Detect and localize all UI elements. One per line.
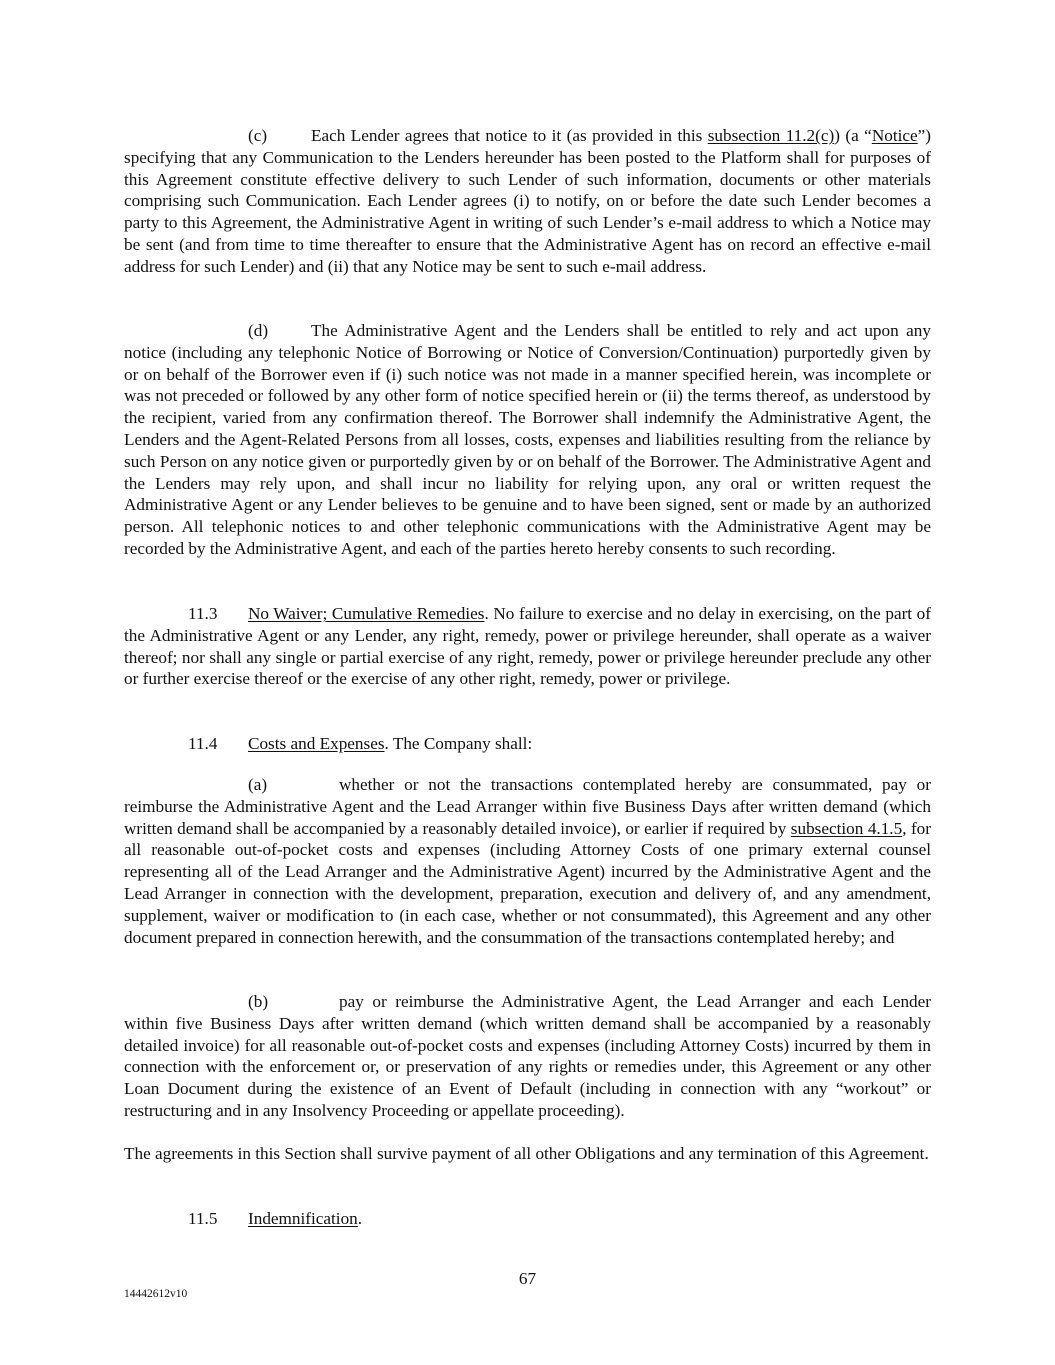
notice-defined-term: Notice [871, 126, 918, 145]
subsection-4-1-5-reference: subsection 4.1.5 [790, 818, 903, 838]
section-11-4 [124, 733, 931, 755]
subsection-11-2-c-reference: subsection 11.2(c) [707, 126, 835, 145]
section-11-5-number: 11.5 [188, 1209, 218, 1228]
paragraph-a-text-2: , for all reasonable out-of-pocket costs and expenses (including Attorney Costs of one primary external counsel representing all of the Lead Arranger and the Administrative Agent) incurred by the Administrative Agent and the Lead Arranger in connection with the development, preparation, execution and delivery of, and any amendment, supplement, waiver or modification to (in each case, whether or not consummated), this Agreement and any other document prepared in connection herewith, and the consummation of the transactions contemplated hereby; and [124, 818, 932, 947]
section-11-3 [124, 603, 931, 690]
section-11-3-number: 11.3 [188, 604, 218, 623]
section-11-4-number: 11.4 [188, 734, 218, 753]
paragraph-a-text-1: whether or not the transactions contemplated hereby are consummated, pay or reimburse the Administrative Agent and the Lead Arranger within five Business Days after written demand (which written demand shall be accompanied by a reasonably detailed invoice), or earlier if required by [124, 775, 931, 838]
paragraph-c [124, 125, 931, 278]
survival-paragraph [124, 1143, 931, 1165]
paragraph-b-label: (b) [248, 992, 269, 1011]
paragraph-c-text-3: ”) specifying that any Communication to the Lenders hereunder has been posted to the Platform shall for purposes of this Agreement constitute effective delivery to such Lender of such information, documents or other materials comprising such Communication. Each Lender agrees (i) to notify, on or before the date such Lender becomes a party to this Agreement, the Administrative Agent in writing of such Lender’s e-mail address to which a Notice may be sent (and from time to time thereafter to ensure that the Administrative Agent has on record an effective e-mail address for such Lender) and (ii) that any Notice may be sent to such e-mail address. [124, 126, 931, 276]
section-11-3-heading: No Waiver; Cumulative Remedies [248, 604, 485, 623]
section-11-5 [124, 1208, 931, 1230]
paragraph-c-label: (c) [248, 126, 268, 145]
paragraph-d [124, 320, 931, 560]
paragraph-a-label: (a) [248, 775, 268, 794]
section-11-5-heading: Indemnification [248, 1209, 358, 1228]
section-11-4-text: . The Company shall: [384, 734, 533, 753]
paragraph-d-label: (d) [248, 321, 269, 340]
page-number: 67 [518, 1269, 537, 1288]
document-id: 14442612v10 [124, 1288, 188, 1300]
paragraph-a [124, 774, 931, 948]
section-11-5-text: . [357, 1209, 363, 1228]
paragraph-c-text-2: ) (a “ [834, 126, 872, 145]
paragraph-c-text-1: Each Lender agrees that notice to it (as provided in this [311, 126, 708, 145]
survival-text: The agreements in this Section shall survive payment of all other Obligations and any termination of this Agreement. [124, 1144, 929, 1163]
paragraph-b [124, 991, 931, 1122]
section-11-3-text: . No failure to exercise and no delay in exercising, on the part of the Administrative Agent or any Lender, any right, remedy, power or privilege hereunder, shall operate as a waiver thereof; nor shall any single or partial exercise of any right, remedy, power or privilege hereunder preclude any other or further exercise thereof or the exercise of any other right, remedy, power or privilege. [124, 604, 932, 689]
paragraph-d-text: The Administrative Agent and the Lenders shall be entitled to rely and act upon any notice (including any telephonic Notice of Borrowing or Notice of Conversion/Continuation) purportedly given by or on behalf of the Borrower even if (i) such notice was not made in a manner specified herein, was incomplete or was not preceded or followed by any other form of notice specified herein or (ii) the terms thereof, as understood by the recipient, varied from any confirmation thereof. The Borrower shall indemnify the Administrative Agent, the Lenders and the Agent-Related Persons from all losses, costs, expenses and liabilities resulting from the reliance by such Person on any notice given or purportedly given by or on behalf of the Borrower. The Administrative Agent and the Lenders may rely upon, and shall incur no liability for relying upon, any oral or written request the Administrative Agent or any Lender believes to be genuine and to have been signed, sent or made by an authorized person. All telephonic notices to and other telephonic communications with the Administrative Agent may be recorded by the Administrative Agent, and each of the parties hereto hereby consents to such recording. [124, 321, 931, 558]
section-11-4-heading: Costs and Expenses [248, 734, 385, 753]
paragraph-b-text: pay or reimburse the Administrative Agent, the Lead Arranger and each Lender within five Business Days after written demand (which written demand shall be accompanied by a reasonably detailed invoice) for all reasonable out-of-pocket costs and expenses (including Attorney Costs) incurred by them in connection with the enforcement or, or preservation of any rights or remedies under, this Agreement or any other Loan Document during the existence of an Event of Default (including in connection with any “workout” or restructuring and in any Insolvency Proceeding or appellate proceeding). [124, 992, 931, 1120]
